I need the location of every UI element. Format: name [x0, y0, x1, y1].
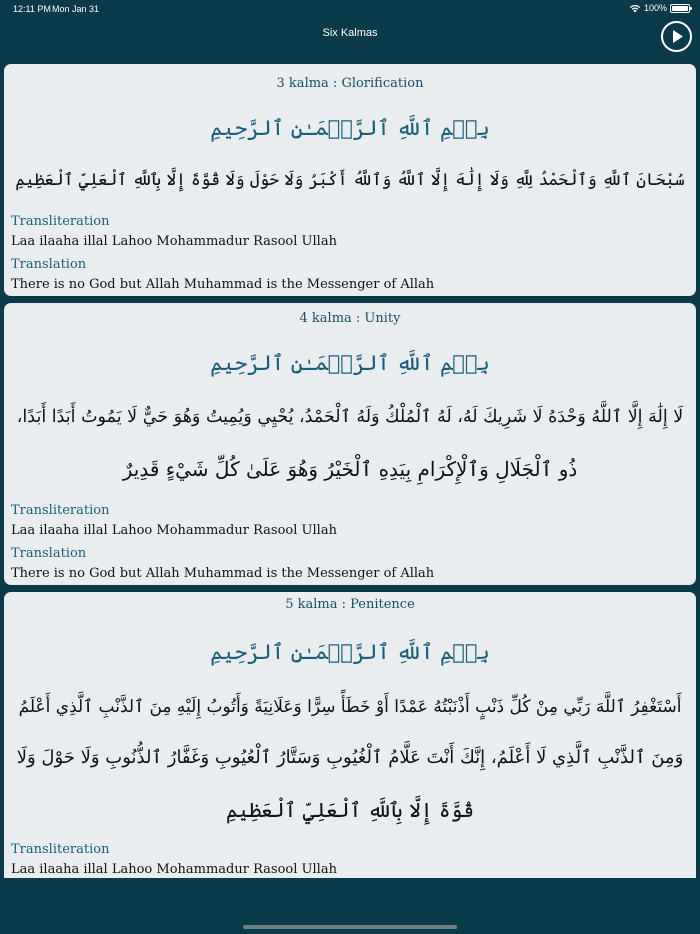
- translation-label: Translation: [11, 257, 87, 272]
- kalma-title: 3 kalma : Glorification: [276, 76, 424, 91]
- transliteration-label: Transliteration: [11, 214, 110, 229]
- kalma-list[interactable]: [0, 58, 700, 878]
- transliteration-text: Laa ilaaha illal Lahoo Mohammadur Rasool Ullah: [11, 234, 337, 249]
- translation-text: There is no God but Allah Muhammad is the Messenger of Allah: [11, 277, 435, 292]
- battery-fill: [672, 6, 688, 11]
- arabic-text: ذُو ٱلْجَلَالِ وَٱلْإِكْرَامِ بِيَدِهِ ٱلْخَيْرُ وَهُوَ عَلَىٰ كُلِّ شَيْءٍ قَدِيرٌ: [122, 457, 578, 481]
- nav-bar: [0, 18, 700, 58]
- kalma-title: 5 kalma : Penitence: [285, 597, 415, 612]
- kalma-card: [4, 592, 696, 878]
- battery-percent: 100%: [643, 3, 667, 13]
- status-time: 12:11 PM: [13, 4, 51, 14]
- kalma-card: [4, 303, 696, 585]
- transliteration-label: Transliteration: [11, 842, 110, 857]
- status-right: [629, 3, 690, 13]
- page-title: Six Kalmas: [322, 27, 378, 39]
- bismillah-text: بِسۡمِ ٱللَّهِ ٱلرَّحۡمَـٰنِ ٱلرَّحِيمِ: [210, 640, 490, 664]
- arabic-text: وَمِنَ ٱلذَّنْبِ ٱلَّذِي لَا أَعْلَمُ، إِنَّكَ أَنْتَ عَلَّامُ ٱلْغُيُوبِ وَسَتَّارُ ٱلْعُيُوبِ وَغَفَّارُ ٱلذُّنُوبِ وَلَا حَوْلَ وَلَا: [16, 747, 684, 768]
- home-indicator[interactable]: [243, 925, 457, 929]
- status-bar: [0, 0, 700, 18]
- arabic-text: سُبْحَانَ ٱللَّهِ وَٱلْحَمْدُ لِلَّهِ وَلَا إِلَٰهَ إِلَّا ٱللَّهُ وَٱللَّهُ أَكْبَرُ وَلَا حَوْلَ وَلَا قُوَّةَ إِلَّا بِٱللَّهِ ٱلْعَلِيِّ ٱلْعَظِيمِ: [15, 170, 685, 189]
- arabic-text: أَسْتَغْفِرُ ٱللَّهَ رَبِّي مِنْ كُلِّ ذَنْبٍ أَذْنَبْتُهُ عَمْدًا أَوْ خَطَأً سِرًّا وَعَلَانِيَةً وَأَتُوبُ إِلَيْهِ مِنَ ٱلذَّنْبِ ٱلَّذِي أَعْلَمُ: [18, 697, 682, 717]
- bismillah-text: بِسۡمِ ٱللَّهِ ٱلرَّحۡمَـٰنِ ٱلرَّحِيمِ: [210, 116, 490, 140]
- arabic-text: قُوَّةَ إِلَّا بِٱللَّهِ ٱلْعَلِيِّ ٱلْعَظِيمِ: [225, 798, 475, 822]
- kalma-card: [4, 64, 696, 296]
- play-icon: [663, 23, 690, 50]
- transliteration-text: Laa ilaaha illal Lahoo Mohammadur Rasool Ullah: [11, 862, 337, 877]
- translation-label: Translation: [11, 546, 87, 561]
- battery-icon: [670, 4, 690, 13]
- transliteration-label: Transliteration: [11, 503, 110, 518]
- transliteration-text: Laa ilaaha illal Lahoo Mohammadur Rasool Ullah: [11, 523, 337, 538]
- arabic-text: لَا إِلَٰهَ إِلَّا ٱللَّهُ وَحْدَهُ لَا شَرِيكَ لَهُ، لَهُ ٱلْمُلْكُ وَلَهُ ٱلْحَمْدُ، يُحْيِي وَيُمِيتُ وَهُوَ حَيٌّ لَا يَمُوتُ أَبَدًا أَبَدًا،: [16, 407, 684, 427]
- wifi-icon: [629, 4, 641, 13]
- kalma-title: 4 kalma : Unity: [299, 311, 401, 326]
- status-date: Mon Jan 31: [52, 4, 100, 14]
- bismillah-text: بِسۡمِ ٱللَّهِ ٱلرَّحۡمَـٰنِ ٱلرَّحِيمِ: [210, 351, 490, 375]
- play-button[interactable]: [661, 21, 692, 52]
- translation-text: There is no God but Allah Muhammad is the Messenger of Allah: [11, 566, 435, 581]
